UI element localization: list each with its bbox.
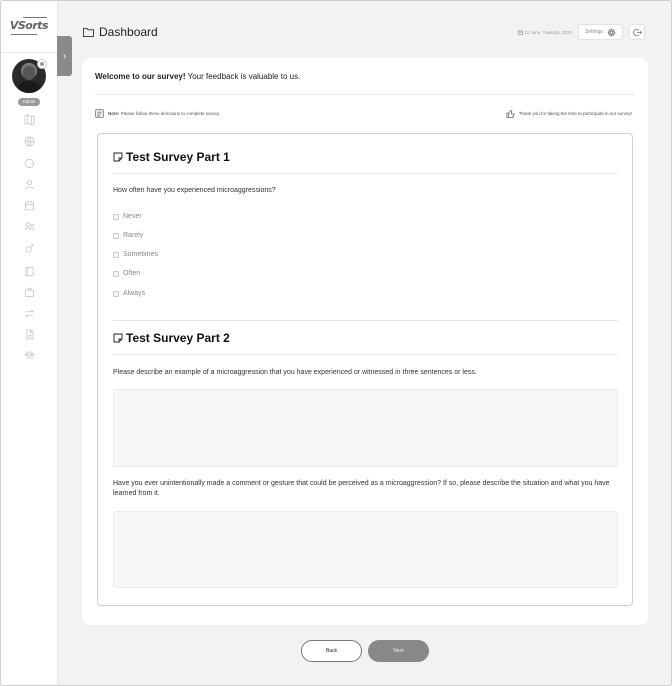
welcome-message: [95, 72, 300, 81]
thumbs-up-icon: [506, 109, 515, 118]
part2-question1: Please describe an example of a microaggression that you have experienced or witnessed in three sentences or less.: [113, 369, 477, 376]
option-always[interactable]: [113, 290, 145, 297]
part1-title-text: Test Survey Part 1: [126, 150, 230, 164]
logout-button[interactable]: [629, 24, 645, 40]
document-icon[interactable]: [23, 328, 35, 340]
part2-title-text: Test Survey Part 2: [126, 331, 230, 345]
page-title: Dashboard: [99, 25, 158, 39]
transfer-icon[interactable]: [23, 307, 35, 319]
header-actions: [518, 23, 645, 41]
gender-icon[interactable]: [23, 242, 35, 254]
date-display: [518, 30, 572, 35]
folder-icon: [83, 27, 94, 37]
calendar-small-icon: [518, 30, 523, 35]
option-label: Never: [123, 213, 142, 220]
sidebar-toggle-button[interactable]: [57, 36, 72, 76]
logo-line-bottom: [11, 34, 37, 35]
option-checkbox[interactable]: [113, 291, 119, 297]
circle-icon[interactable]: [23, 157, 35, 169]
user-icon[interactable]: [23, 178, 35, 190]
option-checkbox[interactable]: [113, 271, 119, 277]
settings-label: Settings: [584, 29, 603, 35]
option-rarely[interactable]: [113, 232, 143, 239]
page-title-area: [83, 24, 158, 40]
option-sometimes[interactable]: [113, 251, 158, 258]
avatar-status-icon: [37, 59, 47, 69]
logo-text: VSorts: [9, 19, 49, 32]
calendar-icon[interactable]: [23, 199, 35, 211]
welcome-rest: Your feedback is valuable to us.: [185, 72, 301, 81]
thanks-message: [506, 109, 632, 118]
map-icon[interactable]: [23, 113, 35, 125]
role-badge: Admin: [18, 98, 40, 106]
logo-line-top: [23, 17, 47, 18]
option-checkbox[interactable]: [113, 252, 119, 258]
back-button[interactable]: Back: [301, 640, 362, 662]
note-icon: [95, 109, 104, 118]
avatar-face: [23, 66, 35, 80]
option-checkbox[interactable]: [113, 214, 119, 220]
thanks-text: Thank you for taking the time to participate in our survey!: [518, 111, 632, 116]
option-label: Always: [123, 290, 146, 297]
gear-icon: [607, 28, 616, 37]
answer1-textarea[interactable]: [113, 389, 618, 467]
part2-divider: [113, 354, 618, 355]
next-button[interactable]: Next: [368, 640, 429, 662]
date-text: 11 June, Tuesday, 2023: [524, 29, 572, 35]
part1-divider: [113, 173, 618, 174]
users-group-icon[interactable]: [23, 349, 35, 361]
sticky-note-icon: [113, 152, 123, 162]
survey-box: [97, 133, 633, 606]
note: [95, 109, 220, 118]
sidebar-divider: [1, 52, 58, 53]
note-text: Please follow these directions to complete survey.: [119, 111, 220, 116]
avatar-body: [17, 81, 41, 93]
survey-part2-title: [113, 331, 230, 345]
logout-icon: [633, 28, 642, 37]
option-often[interactable]: [113, 270, 140, 277]
part2-question2: Have you ever unintentionally made a comment or gesture that could be perceived as a microaggression? If so, please describe the situation and what you have learned from it.: [113, 480, 610, 497]
part1-question: How often have you experienced microaggressions?: [113, 187, 276, 194]
settings-button[interactable]: [578, 24, 623, 40]
logo[interactable]: [9, 15, 49, 37]
book-icon[interactable]: [23, 265, 35, 277]
welcome-divider: [95, 94, 635, 95]
option-label: Sometimes: [123, 251, 159, 258]
welcome-bold: Welcome to our survey!: [95, 72, 186, 81]
option-label: Often: [123, 270, 141, 277]
briefcase-icon[interactable]: [23, 286, 35, 298]
globe-icon[interactable]: [23, 135, 35, 147]
option-checkbox[interactable]: [113, 233, 119, 239]
note-label: Note:: [108, 111, 120, 116]
option-label: Rarely: [123, 232, 144, 239]
chevron-right-icon: ›: [62, 50, 67, 62]
sidebar: [1, 1, 58, 686]
survey-part1-title: [113, 150, 230, 164]
part-separator: [113, 320, 618, 321]
answer2-textarea[interactable]: [113, 511, 618, 588]
main-card: [82, 58, 648, 625]
option-never[interactable]: [113, 213, 142, 220]
sticky-note-icon: [113, 333, 123, 343]
people-icon[interactable]: [23, 220, 35, 232]
